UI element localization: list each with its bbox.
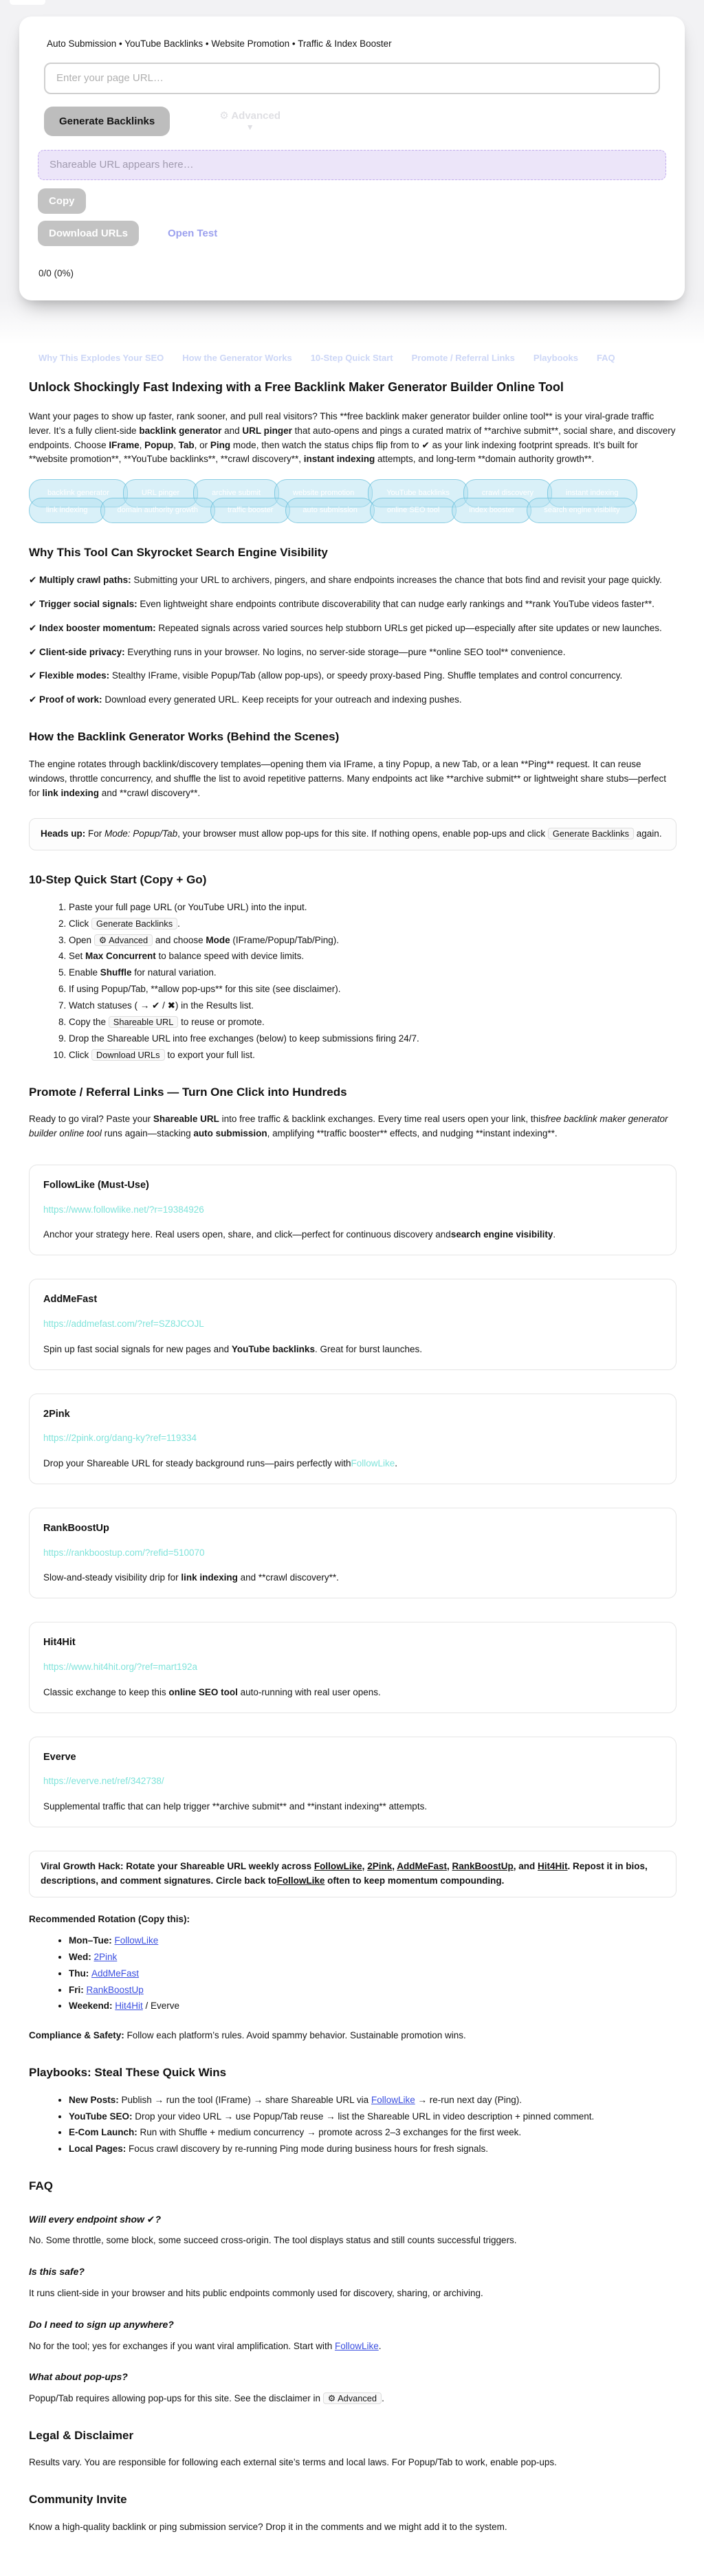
hero-section <box>0 0 704 300</box>
text-segment: (IFrame/Popup/Tab/Ping). <box>230 934 339 945</box>
text-segment: Submitting your URL to archivers, pingers, and share endpoints increases the chance that bots find and revisit your page quickly. <box>131 574 662 585</box>
advanced-toggle[interactable] <box>219 109 280 133</box>
text-segment: instant indexing <box>303 454 375 465</box>
referral-name: RankBoostUp <box>43 1523 109 1534</box>
text-segment: Generate Backlinks <box>91 918 177 929</box>
inline-link[interactable]: FollowLike <box>351 1458 395 1469</box>
inline-link[interactable]: 2Pink <box>94 1951 118 1962</box>
playbook-item <box>69 2110 676 2124</box>
keyword-chips <box>29 479 676 523</box>
progress-counter: 0/0 (0%) <box>38 267 74 278</box>
copy-row <box>38 188 668 214</box>
text-segment: Click <box>69 1049 91 1060</box>
inline-link[interactable]: 2Pink <box>367 1860 393 1871</box>
text-segment: Fri: <box>69 1984 87 1995</box>
inline-link[interactable]: FollowLike <box>371 2094 415 2105</box>
faq-question: Will every endpoint show ✔? <box>29 2213 162 2225</box>
text-segment: , amplifying **traffic booster** effects, and nudging **instant indexing**. <box>267 1128 558 1139</box>
text-segment: ✔ Client-side privacy: <box>29 646 125 657</box>
text-segment: ✖ <box>167 1000 175 1011</box>
referral-url-link[interactable]: https://everve.net/ref/342738/ <box>43 1776 164 1787</box>
referral-desc <box>43 1800 662 1814</box>
step-item <box>69 966 676 980</box>
chevron-down-icon: ▼ <box>245 122 254 133</box>
text-segment: Shareable URL <box>153 1114 219 1125</box>
text-segment: For <box>85 828 105 839</box>
nav-faq[interactable]: FAQ <box>596 352 615 363</box>
viral-growth-hack-callout <box>29 1851 676 1897</box>
text-segment: to reuse or promote. <box>178 1017 265 1028</box>
quickstart-steps <box>29 901 676 1063</box>
text-segment: , or <box>194 439 210 450</box>
rotation-list <box>29 1934 676 2014</box>
text-segment: The engine rotates through backlink/discovery templates—opening them via IFrame, a tiny Popup, a new Tab, or a lean **Ping** request. It can reuse windows, throttle concurrency, and shuffle the list to avoid repetitive patterns. Many endpoints act like **archive submit** or lightweight share stubs—perfect for <box>29 758 666 798</box>
faq-question: Do I need to sign up anywhere? <box>29 2318 174 2330</box>
text-segment: Watch statuses ( → ✔ / <box>69 1000 168 1011</box>
text-segment: Everything runs in your browser. No logins, no server-side storage—pure **online SEO tool** convenience. <box>124 646 566 657</box>
text-segment: Click <box>69 918 91 929</box>
referral-desc <box>43 1686 662 1700</box>
playbooks-list <box>29 2093 676 2157</box>
step-item <box>69 982 676 997</box>
section-faq-title: FAQ <box>29 2179 53 2193</box>
text-segment: Mon–Tue: <box>69 1935 115 1946</box>
download-row <box>38 221 668 246</box>
text-segment: runs again—stacking <box>101 1128 194 1139</box>
intro-paragraph <box>29 410 676 467</box>
text-segment: . <box>378 2340 382 2351</box>
faq-answer <box>29 2340 676 2354</box>
referral-name: Everve <box>43 1751 76 1763</box>
inline-link[interactable]: FollowLike <box>276 1875 325 1886</box>
referral-desc <box>43 1457 662 1471</box>
nav-quickstart[interactable]: 10-Step Quick Start <box>310 352 393 363</box>
nav-why[interactable]: Why This Explodes Your SEO <box>38 352 164 363</box>
text-segment: auto-running with real user opens. <box>237 1686 381 1697</box>
text-segment: Ready to go viral? Paste your <box>29 1114 153 1125</box>
gear-icon: ⚙ <box>219 109 229 122</box>
text-segment: Weekend: <box>69 2001 116 2012</box>
text-segment: Heads up: <box>41 828 86 839</box>
text-segment: again. <box>634 828 662 839</box>
section-playbooks-title: Playbooks: Steal These Quick Wins <box>29 2066 227 2080</box>
text-segment: Copy the <box>69 1017 109 1028</box>
how-paragraph <box>29 758 676 801</box>
text-segment: Local Pages: <box>69 2144 126 2155</box>
text-segment: attempts, and long-term **domain authority growth**. <box>375 454 595 465</box>
keyword-chip: domain authority growth <box>100 498 215 523</box>
text-segment: for natural variation. <box>131 967 217 978</box>
text-segment: Ping <box>210 439 231 450</box>
referral-card-2pink <box>29 1394 676 1484</box>
referral-card-addmefast <box>29 1279 676 1369</box>
keyword-chip: URL pinger <box>123 479 198 507</box>
faq-question: Is this safe? <box>29 2266 85 2278</box>
playbook-item <box>69 2126 676 2140</box>
why-bullet <box>29 646 676 660</box>
section-community-title: Community Invite <box>29 2493 127 2507</box>
text-segment: and choose <box>153 934 206 945</box>
rotation-item <box>69 1983 676 1998</box>
inline-link[interactable]: FollowLike <box>314 1860 362 1871</box>
step-item <box>69 1032 676 1046</box>
text-segment: → re-run next day (Ping). <box>415 2094 522 2105</box>
why-bullet <box>29 621 676 636</box>
legal-text: Results vary. You are responsible for following each external site’s terms and local laws. For Popup/Tab to work, enable pop-ups. <box>29 2457 557 2468</box>
text-segment: Set <box>69 951 86 962</box>
referral-url-link[interactable]: https://www.hit4hit.org/?ref=mart192a <box>43 1661 197 1672</box>
text-segment: Drop the Shareable URL into free exchanges (below) to keep submissions firing 24/7. <box>69 1033 419 1044</box>
keyword-chip: website promotion <box>274 479 373 507</box>
step-item <box>69 999 676 1013</box>
in-page-nav <box>38 351 676 366</box>
rotation-item <box>69 1999 676 2014</box>
text-segment: YouTube backlinks <box>231 1343 315 1354</box>
text-segment: Publish → run the tool (IFrame) → share Shareable URL via <box>118 2094 371 2105</box>
shareable-url-field[interactable] <box>38 150 666 180</box>
text-segment: Drop your video URL → use Popup/Tab reuse → list the Shareable URL in video description + pinned comment. <box>132 2111 595 2122</box>
keyword-chip: online SEO tool <box>370 498 456 523</box>
text-segment: Generate Backlinks <box>548 828 634 839</box>
keyword-chip: link indexing <box>29 498 105 523</box>
text-segment: Shuffle <box>100 967 132 978</box>
section-how-title: How the Backlink Generator Works (Behind the Scenes) <box>29 730 340 744</box>
faq-answer <box>29 2392 676 2406</box>
rotation-item <box>69 1950 676 1965</box>
text-segment: No. Some throttle, some block, some succeed cross-origin. The tool displays status and still counts successful triggers. <box>29 2235 517 2246</box>
text-segment: , <box>139 439 145 450</box>
keyword-chip: archive submit <box>193 479 279 507</box>
generate-row <box>44 107 668 136</box>
section-why-title: Why This Tool Can Skyrocket Search Engine Visibility <box>29 546 328 560</box>
text-segment: Max Concurrent <box>85 951 156 962</box>
text-segment: ✔ Proof of work: <box>29 694 102 705</box>
referral-card-everve <box>29 1737 676 1827</box>
text-segment: Classic exchange to keep this <box>43 1686 169 1697</box>
referral-card-followlike <box>29 1165 676 1255</box>
text-segment: Paste your full page URL (or YouTube URL) into the input. <box>69 901 307 912</box>
text-segment: link indexing <box>42 787 100 798</box>
page-title: Unlock Shockingly Fast Indexing with a Free Backlink Maker Generator Builder Online Tool <box>29 379 564 394</box>
text-segment: Mode <box>206 934 230 945</box>
text-segment: / Everve <box>142 2001 180 2012</box>
text-segment: Shareable URL <box>109 1016 179 1028</box>
inline-link[interactable]: RankBoostUp <box>452 1860 514 1871</box>
why-bullet <box>29 573 676 588</box>
open-test-link[interactable]: Open Test <box>168 227 218 239</box>
text-segment: ⚙ Advanced <box>94 934 153 946</box>
text-segment: into free traffic & backlink exchanges. Every time real users open your link, this <box>219 1114 545 1125</box>
inline-link[interactable]: Hit4Hit <box>115 2001 143 2012</box>
keyword-chip: crawl discovery <box>463 479 552 507</box>
community-text: Know a high-quality backlink or ping submission service? Drop it in the comments and we might add it to the system. <box>29 2521 507 2532</box>
text-segment: Anchor your strategy here. Real users open, share, and click—perfect for continuous discovery and <box>43 1229 451 1240</box>
text-segment: Stealthy IFrame, visible Popup/Tab (allow pop-ups), or speedy proxy-based Ping. Shuffle templates and control concurrency. <box>109 670 623 681</box>
text-segment: Run with Shuffle + medium concurrency → promote across 2–3 exchanges for the first week. <box>137 2127 522 2138</box>
referral-desc <box>43 1343 662 1357</box>
keyword-chip: index booster <box>452 498 531 523</box>
why-bullet <box>29 597 676 612</box>
copy-button[interactable]: Copy <box>38 188 86 214</box>
section-quickstart-title: 10-Step Quick Start (Copy + Go) <box>29 873 207 887</box>
nav-playbooks[interactable]: Playbooks <box>533 352 578 363</box>
referral-card-rankboostup <box>29 1508 676 1598</box>
referral-url-link[interactable]: https://rankboostup.com/?refid=510070 <box>43 1547 205 1558</box>
text-segment: Mode: Popup/Tab <box>104 828 178 839</box>
text-segment: Follow each platform’s rules. Avoid spammy behavior. Sustainable promotion wins. <box>124 2030 466 2041</box>
text-segment: Thu: <box>69 1968 91 1979</box>
text-segment: If using Popup/Tab, **allow pop-ups** for this site (see disclaimer). <box>69 984 341 995</box>
keyword-chip: backlink generator <box>29 479 128 507</box>
step-item <box>69 901 676 915</box>
text-segment: Tab <box>178 439 195 450</box>
text-segment: to export your full list. <box>164 1049 255 1060</box>
text-segment: ✔ Index booster momentum: <box>29 622 156 633</box>
text-segment: , <box>392 1860 397 1871</box>
referral-card-hit4hit <box>29 1622 676 1713</box>
top-notch <box>10 0 45 5</box>
text-segment: online SEO tool <box>168 1686 238 1697</box>
text-segment: Compliance & Safety: <box>29 2030 124 2041</box>
text-segment: , <box>447 1860 452 1871</box>
text-segment: . <box>382 2393 384 2404</box>
referral-desc <box>43 1571 662 1585</box>
faq-answer <box>29 2287 676 2301</box>
text-segment: No for the tool; yes for exchanges if you want viral amplification. Start with <box>29 2340 335 2351</box>
text-segment: Download URLs <box>91 1049 165 1061</box>
text-segment: Supplemental traffic that can help trigger **archive submit** and **instant indexing** attempts. <box>43 1801 428 1812</box>
text-segment: Spin up fast social signals for new pages and <box>43 1343 232 1354</box>
keyword-chip: traffic booster <box>210 498 290 523</box>
text-segment: ✔ Flexible modes: <box>29 670 110 681</box>
inline-link[interactable]: Hit4Hit <box>538 1860 568 1871</box>
step-item <box>69 934 676 948</box>
text-segment: Download every generated URL. Keep receipts for your outreach and indexing pushes. <box>102 694 462 705</box>
heads-up-callout <box>29 818 676 850</box>
text-segment: and <box>221 425 243 436</box>
article-body <box>0 344 704 2576</box>
inline-link[interactable]: AddMeFast <box>91 1968 140 1979</box>
advanced-label: Advanced <box>231 109 281 122</box>
keyword-chip: instant indexing <box>547 479 637 507</box>
text-segment: Enable <box>69 967 100 978</box>
rotation-item <box>69 1967 676 1981</box>
step-item <box>69 1015 676 1030</box>
keyword-chip: YouTube backlinks <box>368 479 468 507</box>
inline-link[interactable]: FollowLike <box>334 2340 379 2351</box>
text-segment: Repeated signals across varied sources help stubborn URLs get picked up—especially after site updates or new launches. <box>155 622 662 633</box>
text-segment: ⚙ Advanced <box>323 2392 382 2404</box>
page-url-input[interactable] <box>44 63 660 94</box>
text-segment: and **crawl discovery**. <box>237 1572 339 1583</box>
text-segment: Popup <box>144 439 174 450</box>
text-segment: Even lightweight share endpoints contribute discoverability that can nudge early rankings and **rank YouTube videos faster**. <box>137 598 654 609</box>
inline-link[interactable]: AddMeFast <box>397 1860 447 1871</box>
text-segment: auto submission <box>193 1128 267 1139</box>
hero-fade <box>0 300 704 344</box>
why-bullet <box>29 693 676 707</box>
text-segment: . Repost it in bios, descriptions, and comment signatures. Circle back to <box>41 1860 648 1886</box>
keyword-chip: search engine visibility <box>527 498 637 523</box>
text-segment: Focus crawl discovery by re-running Ping mode during business hours for fresh signals. <box>126 2144 489 2155</box>
referral-desc <box>43 1228 662 1242</box>
playbook-item <box>69 2142 676 2157</box>
text-segment: . Great for burst launches. <box>314 1343 423 1354</box>
text-segment: E-Com Launch: <box>69 2127 138 2138</box>
text-segment: . <box>177 918 180 929</box>
compliance-note <box>29 2029 676 2043</box>
rotation-item <box>69 1934 676 1948</box>
promote-paragraph <box>29 1112 676 1141</box>
referral-name: AddMeFast <box>43 1294 98 1306</box>
text-segment: backlink generator <box>139 425 222 436</box>
backlink-tool-card <box>19 16 685 300</box>
text-segment: that auto-opens and pings a curated matrix of **archive submit**, social share, and discovery endpoints. Choose <box>29 425 676 450</box>
inline-link[interactable]: RankBoostUp <box>86 1984 144 1995</box>
inline-link[interactable]: FollowLike <box>114 1935 159 1946</box>
text-segment: Want your pages to show up faster, rank sooner, and pull real visitors? This **free backlink maker generator builder online tool** is your viral-grade traffic lever. It’s a fully client-side <box>29 410 654 436</box>
generate-backlinks-button[interactable]: Generate Backlinks <box>44 107 170 136</box>
referral-url-link[interactable]: https://addmefast.com/?ref=SZ8JCOJL <box>43 1318 204 1329</box>
text-segment: New Posts: <box>69 2094 119 2105</box>
text-segment: Drop your Shareable URL for steady background runs—pairs perfectly with <box>43 1458 351 1469</box>
referral-name: 2Pink <box>43 1408 70 1420</box>
faq-question: What about pop-ups? <box>29 2371 128 2383</box>
text-segment: ✔ Multiply crawl paths: <box>29 574 131 585</box>
text-segment: free backlink maker generator builder online tool <box>29 1114 668 1139</box>
text-segment: . <box>553 1229 556 1240</box>
text-segment: , your browser must allow pop-ups for this site. If nothing opens, enable pop-ups and click <box>177 828 548 839</box>
text-segment: , <box>362 1860 368 1871</box>
text-segment: Viral Growth Hack: Rotate your Shareable URL weekly across <box>41 1860 314 1871</box>
section-legal-title: Legal & Disclaimer <box>29 2429 134 2443</box>
why-bullet <box>29 669 676 683</box>
text-segment: often to keep momentum compounding. <box>324 1875 505 1886</box>
text-segment: Open <box>69 934 94 945</box>
download-urls-button[interactable]: Download URLs <box>38 221 139 246</box>
text-segment: , <box>173 439 179 450</box>
text-segment: URL pinger <box>242 425 292 436</box>
text-segment: YouTube SEO: <box>69 2111 133 2122</box>
text-segment: and **crawl discovery**. <box>99 787 201 798</box>
playbook-item <box>69 2093 676 2108</box>
step-item <box>69 1048 676 1063</box>
text-segment: mode, then watch the status chips flip from to ✔ as your link indexing footprint spreads. It’s built for **website promotion**, **YouTube backlinks**, **crawl discovery**, <box>29 439 638 465</box>
referral-name: FollowLike (Must-Use) <box>43 1180 149 1191</box>
text-segment: to balance speed with device limits. <box>155 951 305 962</box>
text-segment: Popup/Tab requires allowing pop-ups for this site. See the disclaimer in <box>29 2393 323 2404</box>
text-segment: search engine visibility <box>450 1229 553 1240</box>
text-segment: IFrame <box>109 439 140 450</box>
keyword-chip: auto submission <box>285 498 375 523</box>
step-item <box>69 949 676 964</box>
faq-answer <box>29 2234 676 2248</box>
referral-url-link[interactable]: https://2pink.org/dang-ky?ref=119334 <box>43 1433 197 1444</box>
referral-url-link[interactable]: https://www.followlike.net/?r=19384926 <box>43 1204 204 1215</box>
text-segment: Slow-and-steady visibility drip for <box>43 1572 182 1583</box>
text-segment: . <box>395 1458 398 1469</box>
step-item <box>69 917 676 932</box>
nav-promote[interactable]: Promote / Referral Links <box>411 352 515 363</box>
text-segment: It runs client-side in your browser and hits public endpoints commonly used for discovery, sharing, or archiving. <box>29 2287 483 2298</box>
text-segment: Wed: <box>69 1951 94 1962</box>
nav-how[interactable]: How the Generator Works <box>182 352 292 363</box>
rotation-title: Recommended Rotation (Copy this): <box>29 1913 190 1924</box>
text-segment: ) in the Results list. <box>175 1000 254 1011</box>
text-segment: ✔ Trigger social signals: <box>29 598 138 609</box>
tool-tagline: Auto Submission • YouTube Backlinks • Website Promotion • Traffic & Index Booster <box>47 38 392 49</box>
referral-name: Hit4Hit <box>43 1637 76 1649</box>
text-segment: link indexing <box>181 1572 238 1583</box>
text-segment: , and <box>513 1860 538 1871</box>
section-promote-title: Promote / Referral Links — Turn One Click into Hundreds <box>29 1085 347 1099</box>
